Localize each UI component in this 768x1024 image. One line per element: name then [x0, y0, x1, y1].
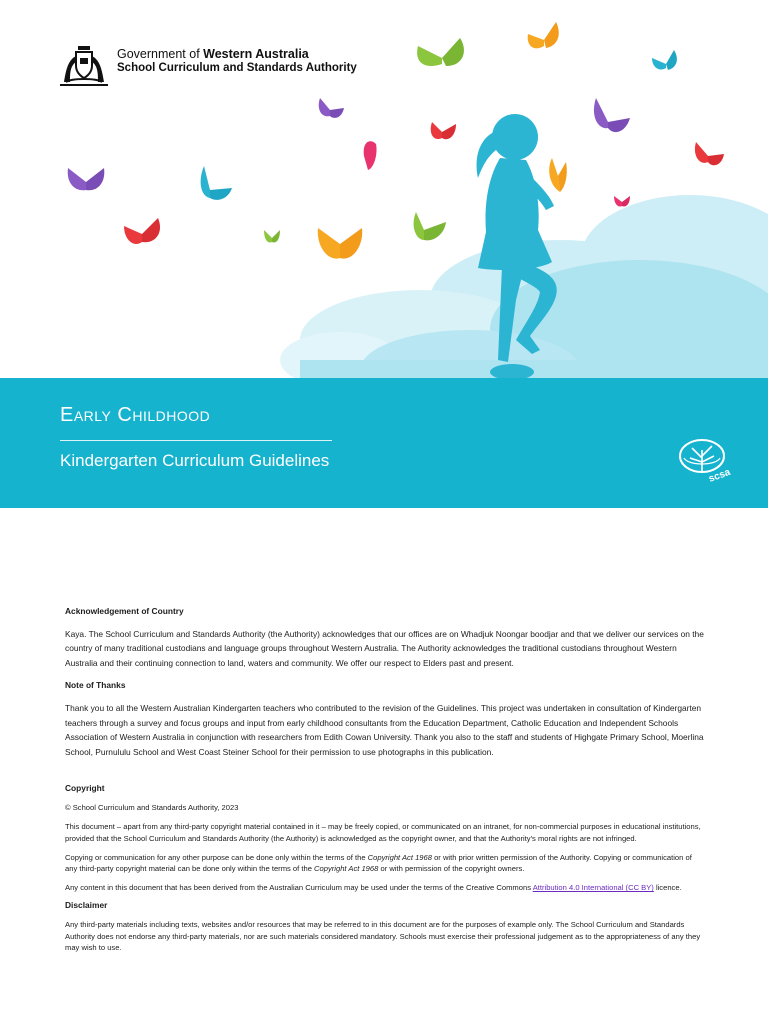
disclaimer-text: Any third-party materials including texts, websites and/or resources that may be referred to in this document are for the purposes of example only. The School Curriculum and Standards Authority does not endorse any third-party materials, nor are such materials considered mandatory. Schools must exercise their professional judgement as to the appropriateness of any they may wish to use.: [65, 919, 701, 953]
copyright-paragraph-2: Copying or communication for any other purpose can be done only within the terms of the Copyright Act 1968 or with prior written permission of the Authority. Copying or communication of any third-party copyright material can be done only within the terms of the Copyright Act 1968 or with permission of the copyright owners.: [65, 852, 692, 874]
hero-illustration: [0, 0, 768, 380]
thanks-heading: Note of Thanks: [65, 680, 126, 691]
title-banner: [0, 378, 768, 508]
coat-of-arms-icon: [56, 42, 112, 88]
copyright-line: © School Curriculum and Standards Authority, 2023: [65, 803, 239, 813]
copyright-heading: Copyright: [65, 783, 105, 794]
document-title: Early Childhood: [60, 404, 211, 426]
government-logo: [56, 42, 356, 88]
copyright-paragraph-1: This document – apart from any third-party copyright material contained in it – may be freely copied, or communicated on an intranet, for non-commercial purposes in educational institutions, provided that the School Curriculum and Standards Authority (the Authority) is acknowledged as the copyright owner, and that the Authority's moral rights are not infringed.: [65, 821, 701, 843]
document-subtitle: Kindergarten Curriculum Guidelines: [60, 451, 330, 470]
acknowledgement-text: Kaya. The School Curriculum and Standards Authority (the Authority) acknowledges that our offices are on Whadjuk Noongar boodjar and that we deliver our services on the country of many traditional custodians and language groups throughout Western Australia. The Authority acknowledges the traditional custodians throughout Western Australia and their continuing connection to land, waters and community. We offer our respect to Elders past and present.: [65, 628, 704, 668]
thanks-text: Thank you to all the Western Australian Kindergarten teachers who contributed to the revision of the Guidelines. This project was undertaken in consultation of Kindergarten teachers through a survey and focus groups and input from early childhood consultants from the Education Department, Catholic Education and Independent Schools Association of Western Australia in conjunction with researchers from Edith Cowan University. Thank you also to the staff and students of Highgate Primary School, Moerlina School, Purnululu School and West Coast Steiner School for their permission to use photographs in this publication.: [65, 702, 704, 757]
acknowledgement-heading: Acknowledgement of Country: [65, 606, 184, 616]
scsa-logo-text: scsa: [707, 466, 732, 485]
authority-name: School Curriculum and Standards Authority: [117, 62, 357, 74]
copyright-paragraph-3: Any content in this document that has been derived from the Australian Curriculum may be used under the terms of the Creative Commons Attribution 4.0 International (CC BY) licence.: [65, 883, 682, 893]
front-matter: [65, 604, 705, 954]
scsa-logo-icon: [676, 436, 732, 486]
disclaimer-heading: Disclaimer: [65, 899, 108, 910]
cc-by-licence-link[interactable]: Attribution 4.0 International (CC BY): [532, 883, 654, 893]
government-name: Government of Western Australia: [117, 47, 309, 61]
title-divider: [60, 440, 332, 441]
